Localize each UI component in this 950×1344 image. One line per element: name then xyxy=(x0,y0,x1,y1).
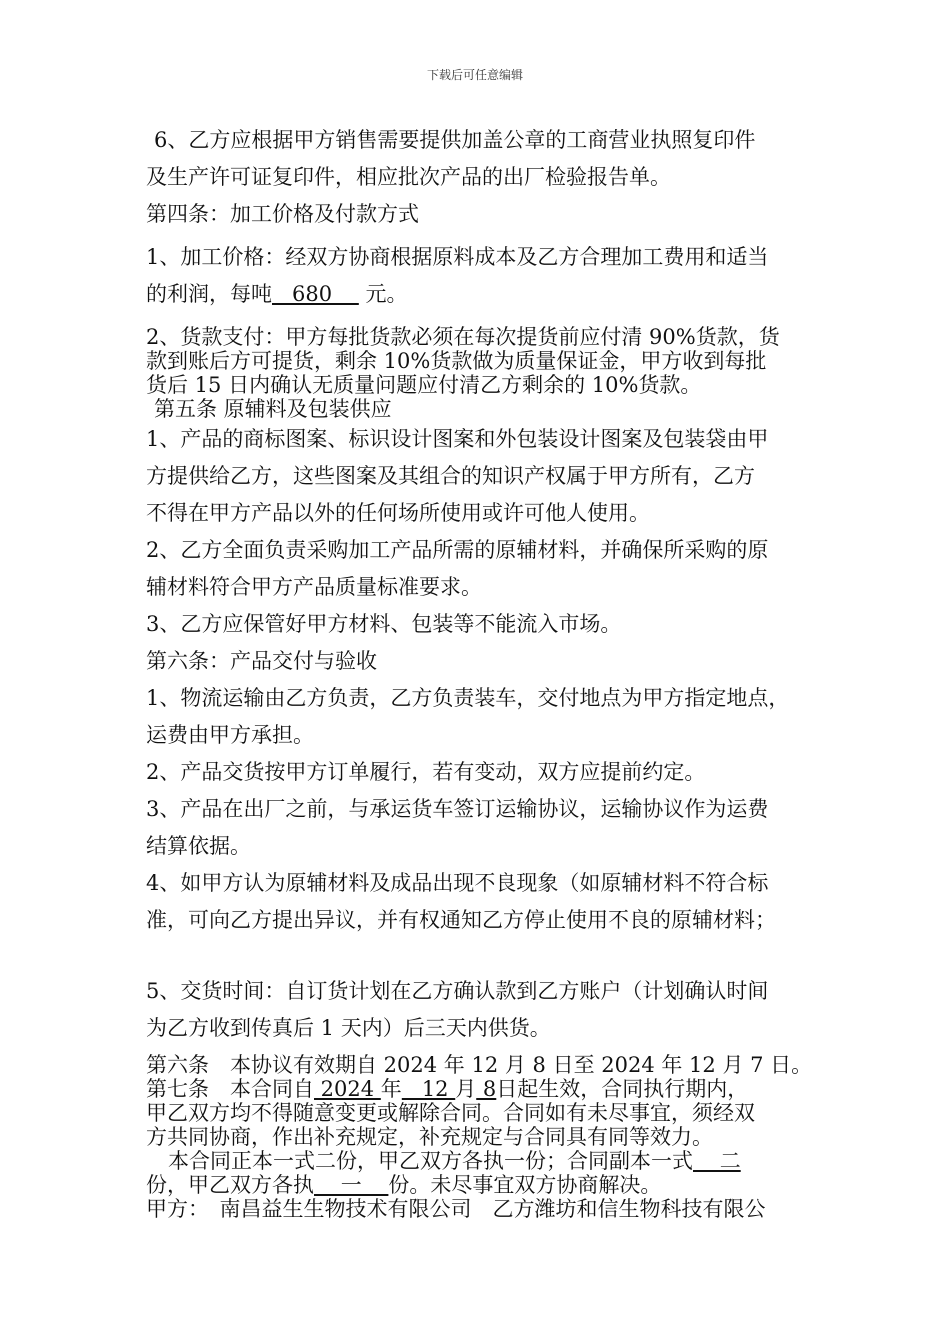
article-4-heading: 第四条：加工价格及付款方式 xyxy=(146,202,419,226)
document-body xyxy=(146,122,814,1221)
article-5-heading: 第五条 原辅料及包装供应 xyxy=(154,397,392,421)
copies-line-1 xyxy=(146,1149,814,1173)
month-label: 月 xyxy=(455,1077,477,1101)
article-6-heading: 第六条：产品交付与验收 xyxy=(146,649,377,673)
article-7-line-3: 方共同协商，作出补充规定，补充规定与合同具有同等效力。 xyxy=(146,1125,713,1149)
page-header-note: 下载后可任意编辑 xyxy=(426,68,523,82)
pricing-line-2 xyxy=(146,276,814,313)
copies-line-2 xyxy=(146,1173,814,1197)
copies-text: 本合同正本一式二份，甲乙双方各执一份；合同副本一式 xyxy=(168,1149,693,1173)
copies-count: 二 xyxy=(693,1149,741,1173)
delivery-line-1: 1、物流运输由乙方负责，乙方负责装车，交付地点为甲方指定地点， xyxy=(146,686,790,710)
price-unit: 元。 xyxy=(358,282,408,306)
delivery-line-7: 准，可向乙方提出异议，并有权通知乙方停止使用不良的原辅材料； xyxy=(146,908,776,932)
article-7-line-2: 甲乙双方均不得随意变更或解除合同。合同如有未尽事宜，须经双 xyxy=(146,1101,755,1125)
payment-line-2: 款到账后方可提货，剩余 10%货款做为质量保证金，甲方收到每批 xyxy=(146,349,767,373)
effective-month: 12 xyxy=(401,1077,456,1101)
delivery-line-2: 运费由甲方承担。 xyxy=(146,723,314,747)
delivery-line-5: 结算依据。 xyxy=(146,834,251,858)
materials-line-2: 方提供给乙方，这些图案及其组合的知识产权属于甲方所有，乙方 xyxy=(146,464,755,488)
pricing-line-1: 1、加工价格：经双方协商根据原料成本及乙方合理加工费用和适当 xyxy=(146,245,769,269)
materials-line-5: 辅材料符合甲方产品质量标准要求。 xyxy=(146,575,482,599)
materials-line-4: 2、乙方全面负责采购加工产品所需的原辅材料，并确保所采购的原 xyxy=(146,538,769,562)
pricing-text: 的利润，每吨 xyxy=(146,282,272,306)
article-7-prefix: 第七条 本合同自 xyxy=(146,1077,314,1101)
clause-6-line-1: 6、乙方应根据甲方销售需要提供加盖公章的工商营业执照复印件 xyxy=(154,128,756,152)
effective-day: 8 xyxy=(476,1077,497,1101)
parties-line: 甲方： 南昌益生生物技术有限公司 乙方潍坊和信生物科技有限公 xyxy=(146,1197,766,1221)
delivery-line-4: 3、产品在出厂之前，与承运货车签订运输协议，运输协议作为运费 xyxy=(146,797,769,821)
delivery-line-6: 4、如甲方认为原辅材料及成品出现不良现象（如原辅材料不符合标 xyxy=(146,871,769,895)
materials-line-3: 不得在甲方产品以外的任何场所使用或许可他人使用。 xyxy=(146,501,650,525)
validity-line: 第六条 本协议有效期自 2024 年 12 月 8 日至 2024 年 12 月 7 日。 xyxy=(146,1053,813,1077)
delivery-time-line-1: 5、交货时间：自订货计划在乙方确认款到乙方账户（计划确认时间 xyxy=(146,979,769,1003)
article-7-line-1 xyxy=(146,1077,814,1101)
payment-line-1: 2、货款支付：甲方每批货款必须在每次提货前应付清 90%货款，货 xyxy=(146,325,780,349)
delivery-line-3: 2、产品交货按甲方订单履行，若有变动，双方应提前约定。 xyxy=(146,760,706,784)
copies-closing: 份。未尽事宜双方协商解决。 xyxy=(388,1173,662,1197)
article-7-suffix: 日起生效，合同执行期内， xyxy=(496,1077,749,1101)
effective-year: 2024 xyxy=(314,1077,381,1101)
price-per-ton: 680 xyxy=(272,282,359,306)
delivery-time-line-2: 为乙方收到传真后 1 天内）后三天内供货。 xyxy=(146,1016,551,1040)
year-label: 年 xyxy=(380,1077,402,1101)
copies-each-count: 一 xyxy=(314,1173,389,1197)
payment-line-3: 货后 15 日内确认无质量问题应付清乙方剩余的 10%货款。 xyxy=(146,373,702,397)
materials-line-1: 1、产品的商标图案、标识设计图案和外包装设计图案及包装袋由甲 xyxy=(146,427,769,451)
copies-each-text: 份，甲乙双方各执 xyxy=(146,1173,314,1197)
clause-6-line-2: 及生产许可证复印件，相应批次产品的出厂检验报告单。 xyxy=(146,165,671,189)
materials-line-6: 3、乙方应保管好甲方材料、包装等不能流入市场。 xyxy=(146,612,622,636)
